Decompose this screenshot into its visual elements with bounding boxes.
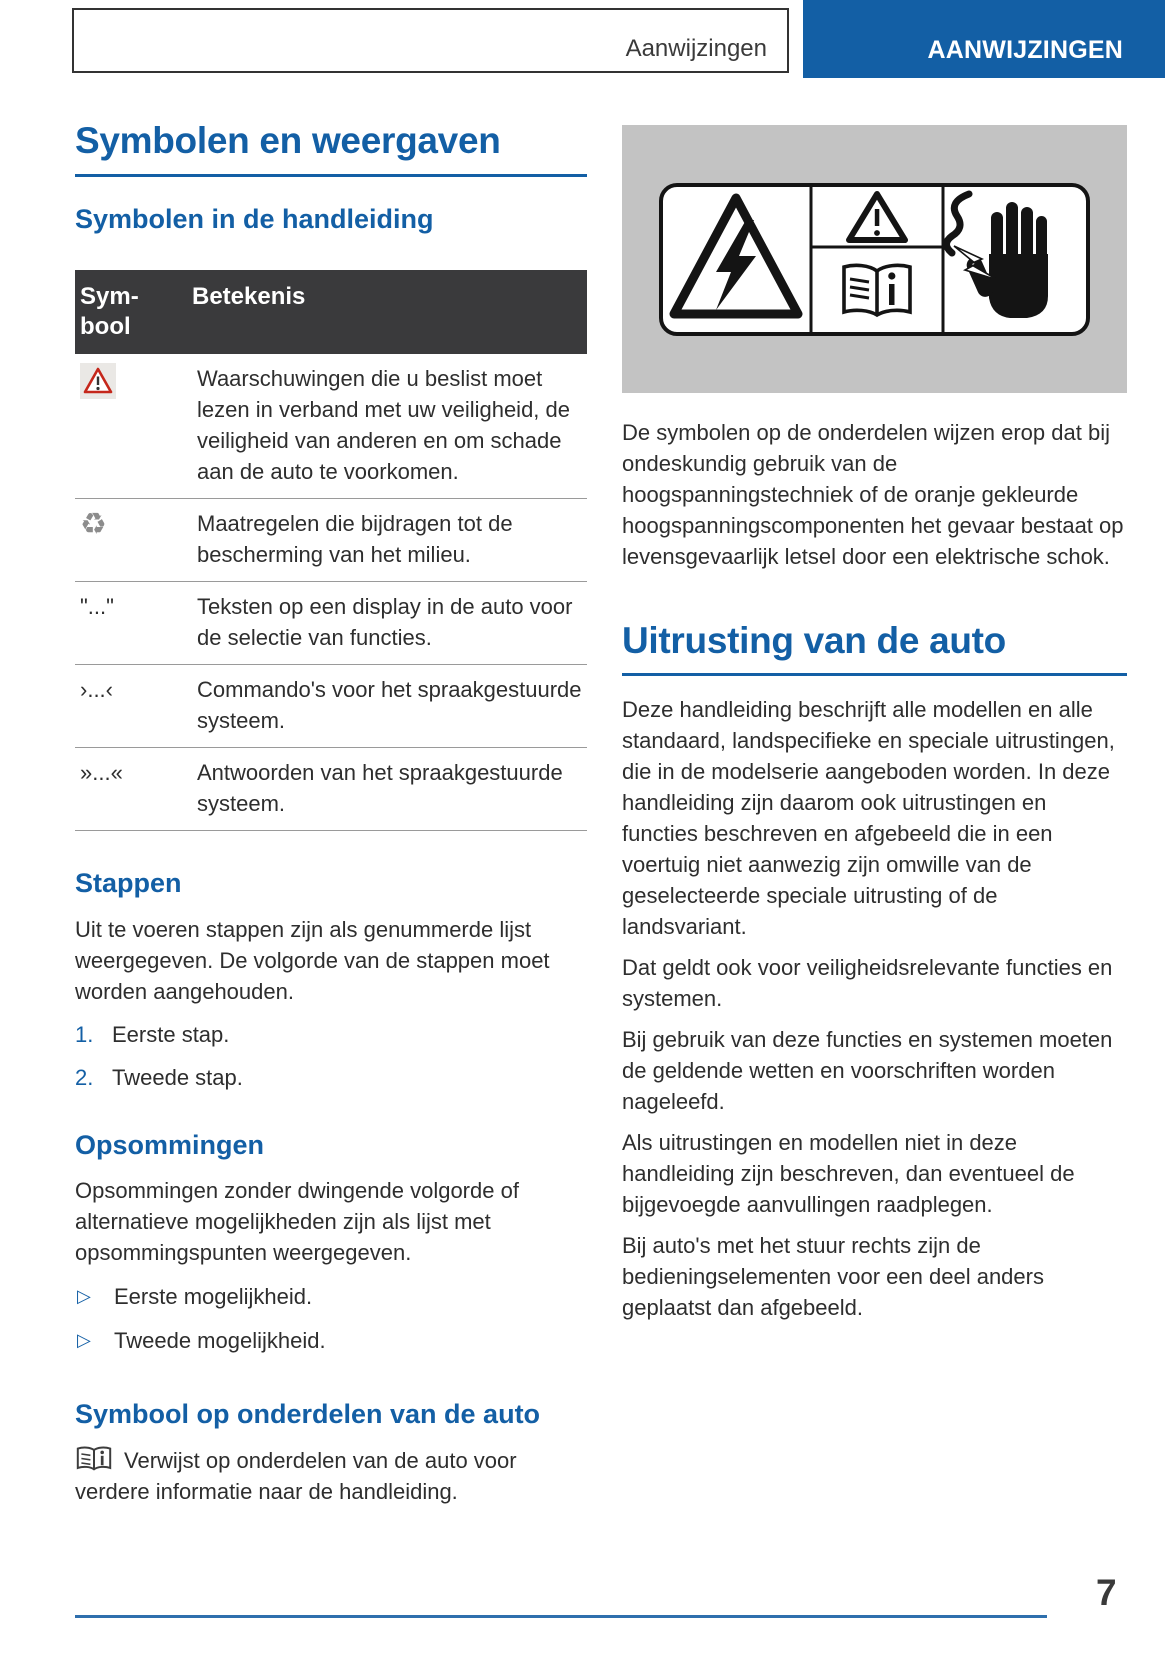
triangle-bullet-icon: ▷ xyxy=(77,1330,91,1351)
table-row xyxy=(75,499,587,582)
recycle-icon: ♻ xyxy=(80,507,107,541)
col-symbol-header: Sym- bool xyxy=(80,282,139,340)
read-manual-book-icon xyxy=(844,265,910,315)
step-label: Tweede stap. xyxy=(112,1064,243,1090)
header-section-box xyxy=(72,8,789,73)
table-row xyxy=(75,665,587,748)
parts-symbol-paragraph xyxy=(75,1445,587,1507)
meaning-text: Maatregelen die bijdragen tot de bescherming van het milieu. xyxy=(197,510,513,567)
steps-heading: Stappen xyxy=(75,867,182,898)
warning-label-figure xyxy=(622,125,1127,393)
warning-triangle-icon xyxy=(80,363,116,399)
chapter-tab-label: AANWIJZINGEN xyxy=(927,36,1123,64)
page-number: 7 xyxy=(1096,1572,1117,1613)
equipment-title: Uitrusting van de auto xyxy=(622,620,1127,676)
manual-book-icon xyxy=(75,1445,113,1472)
high-voltage-warning-label xyxy=(658,182,1091,337)
equipment-paragraph: Als uitrustingen en modellen niet in deze handleiding zijn beschreven, dan eventueel de bijgevoegde aanvullingen raadplegen. xyxy=(622,1130,1075,1218)
meaning-text: Teksten op een display in de auto voor de selectie van functies. xyxy=(197,593,573,650)
parts-symbol-heading: Symbool op onderdelen van de auto xyxy=(75,1399,541,1430)
step-label: Eerste stap. xyxy=(112,1021,230,1047)
right-column xyxy=(622,125,1127,1323)
bullet-label: Eerste mogelijkheid. xyxy=(114,1284,313,1310)
footer-rule xyxy=(75,1615,1047,1618)
header-section-label: Aanwijzingen xyxy=(625,35,767,62)
table-row xyxy=(75,582,587,665)
table-row xyxy=(75,354,587,499)
parts-symbol-text: Verwijst op onderdelen van de auto voor verdere informatie naar de handleiding. xyxy=(75,1448,517,1505)
equipment-paragraph: Bij auto's met het stuur rechts zijn de bedieningselementen voor een deel anders geplaatst dan afgebeeld. xyxy=(622,1233,1044,1321)
equipment-paragraph: Deze handleiding beschrijft alle modellen en alle standaard, landspecifieke en speciale uitrustingen, die in de modelserie aangeboden worden. In deze handleiding zijn daarom ook uitrustingen en functies beschreven en afgebeeld die in een voertuig niet aanwezig zijn omwille van de geselecteerde speciale uitrusting of de landsvariant. xyxy=(622,697,1115,940)
symbols-section-heading: Symbolen in de handleiding xyxy=(75,204,434,235)
table-header-row xyxy=(75,270,587,354)
meaning-text: Antwoorden van het spraakgestuurde systeem. xyxy=(197,759,563,816)
table-row xyxy=(75,748,587,831)
numbered-step xyxy=(75,1062,587,1093)
equipment-paragraph: Dat geldt ook voor veiligheidsrelevante functies en systemen. xyxy=(622,955,1113,1012)
bullets-heading: Opsommingen xyxy=(75,1129,265,1160)
symbols-table xyxy=(75,270,587,831)
equipment-paragraph: Bij gebruik van deze functies en systemen moeten de geldende wetten en voorschriften worden nageleefd. xyxy=(622,1027,1113,1115)
symbol-text: ›...‹ xyxy=(80,676,113,702)
symbol-text: »...« xyxy=(80,759,123,785)
symbol-text: "..." xyxy=(80,593,114,619)
page-title: Symbolen en weergaven xyxy=(75,120,587,177)
step-number: 2. xyxy=(75,1064,94,1090)
bullet-item xyxy=(75,1281,587,1312)
header-chapter-tab xyxy=(803,0,1165,78)
step-number: 1. xyxy=(75,1021,94,1047)
left-column xyxy=(75,120,587,1507)
bullet-label: Tweede mogelijkheid. xyxy=(114,1328,326,1354)
bullets-intro: Opsommingen zonder dwingende volgorde of alternatieve mogelijkheden zijn als lijst met opsommingspunten weergegeven. xyxy=(75,1178,519,1266)
figure-text: De symbolen op de onderdelen wijzen erop dat bij ondeskundig gebruik van de hoogspanningstechniek of de oranje gekleurde hoogspanningscomponenten het gevaar bestaat op levensgevaarlijk letsel door een elektrische schok. xyxy=(622,420,1124,569)
col-meaning-header: Betekenis xyxy=(192,282,306,310)
meaning-text: Commando's voor het spraakgestuurde systeem. xyxy=(197,676,582,733)
meaning-text: Waarschuwingen die u beslist moet lezen in verband met uw veiligheid, de veiligheid van anderen en om schade aan de auto te voorkomen. xyxy=(197,365,571,484)
triangle-bullet-icon: ▷ xyxy=(77,1286,91,1307)
numbered-step xyxy=(75,1019,587,1050)
bullet-item xyxy=(75,1325,587,1356)
steps-intro: Uit te voeren stappen zijn als genummerde lijst weergegeven. De volgorde van de stappen moet worden aangehouden. xyxy=(75,916,550,1004)
